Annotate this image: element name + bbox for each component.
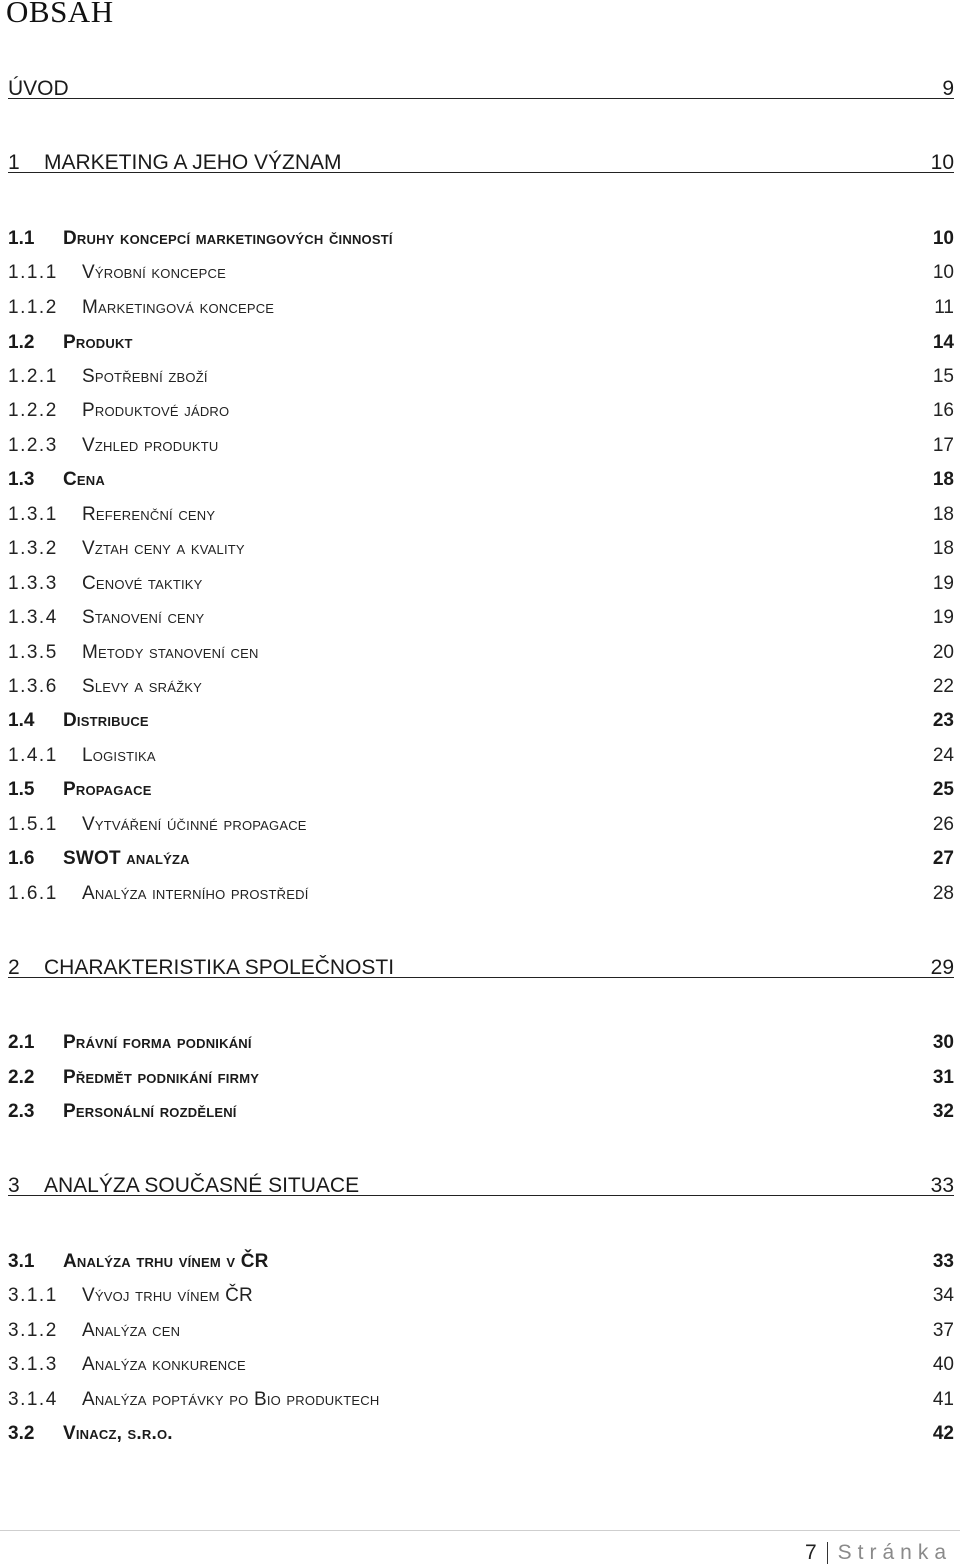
toc-entry-label: MARKETING A JEHO VÝZNAM — [44, 151, 342, 174]
toc-entry-page: 30 — [932, 1032, 954, 1053]
toc-subsection-entry[interactable] — [0, 810, 960, 840]
toc-entry-label: Distribuce — [63, 710, 149, 731]
toc-entry-number: 1.6 — [8, 848, 35, 869]
toc-section-entry[interactable] — [0, 775, 960, 805]
toc-entry-number: 3.1.3 — [8, 1354, 58, 1375]
toc-entry-label: Právní forma podnikání — [63, 1032, 252, 1053]
toc-entry-page: 37 — [932, 1320, 954, 1341]
page-title: OBSAH — [6, 0, 114, 29]
toc-entry-page: 32 — [932, 1101, 954, 1122]
toc-entry-page: 17 — [932, 435, 954, 456]
toc-entry-page: 41 — [932, 1389, 954, 1410]
toc-entry-page: 42 — [932, 1423, 954, 1444]
toc-entry-label: Výrobní koncepce — [82, 262, 226, 283]
toc-subsection-entry[interactable] — [0, 672, 960, 702]
toc-entry-label: ÚVOD — [8, 77, 69, 100]
toc-entry-number: 1.3.1 — [8, 504, 58, 525]
toc-entry-label: Personální rozdělení — [63, 1101, 237, 1122]
toc-entry-page: 10 — [932, 262, 954, 283]
toc-subsection-entry[interactable] — [0, 879, 960, 909]
toc-entry-label: Vývoj trhu vínem ČR — [82, 1285, 253, 1306]
toc-entry-number: 3.1 — [8, 1251, 35, 1272]
toc-entry-page: 14 — [932, 332, 954, 353]
toc-entry-number: 1.5.1 — [8, 814, 58, 835]
toc-chapter-entry[interactable] — [0, 148, 960, 178]
toc-entry-number: 1.1 — [8, 228, 35, 249]
toc-entry-number: 3 — [8, 1174, 20, 1197]
toc-subsection-entry[interactable] — [0, 1385, 960, 1415]
toc-entry-number: 1.3 — [8, 469, 35, 490]
toc-subsection-entry[interactable] — [0, 1350, 960, 1380]
toc-entry-label: Vzhled produktu — [82, 435, 219, 456]
toc-entry-label: Analýza poptávky po Bio produktech — [82, 1389, 380, 1410]
toc-entry-number: 1 — [8, 151, 20, 174]
toc-entry-page: 11 — [934, 297, 954, 318]
toc-entry-page: 18 — [932, 469, 954, 490]
footer-page-label: Stránka — [837, 1541, 952, 1564]
toc-entry-label: Vytváření účinné propagace — [82, 814, 307, 835]
toc-entry-number: 1.6.1 — [8, 883, 58, 904]
toc-entry-number: 1.2.3 — [8, 435, 58, 456]
toc-entry-number: 1.1.1 — [8, 262, 58, 283]
toc-section-entry[interactable] — [0, 1028, 960, 1058]
toc-entry-number: 1.4 — [8, 710, 35, 731]
toc-entry-page: 31 — [932, 1067, 954, 1088]
toc-entry-number: 2.1 — [8, 1032, 35, 1053]
toc-section-entry[interactable] — [0, 1419, 960, 1449]
toc-entry-number: 1.3.3 — [8, 573, 58, 594]
toc-entry-page: 34 — [932, 1285, 954, 1306]
toc-entry-page: 25 — [932, 779, 954, 800]
toc-entry-number: 3.2 — [8, 1423, 35, 1444]
toc-entry-page: 33 — [930, 1174, 954, 1197]
toc-entry-number: 2.3 — [8, 1101, 35, 1122]
toc-section-entry[interactable] — [0, 706, 960, 736]
toc-entry-page: 18 — [932, 504, 954, 525]
toc-chapter-rule — [8, 172, 954, 173]
toc-entry-number: 1.5 — [8, 779, 35, 800]
toc-entry-label: CHARAKTERISTIKA SPOLEČNOSTI — [44, 956, 395, 979]
toc-entry-label: SWOT analýza — [63, 848, 190, 869]
toc-entry-label: Metody stanovení cen — [82, 642, 259, 663]
toc-subsection-entry[interactable] — [0, 1281, 960, 1311]
toc-subsection-entry[interactable] — [0, 1316, 960, 1346]
toc-entry-label: Referenční ceny — [82, 504, 216, 525]
toc-entry-number: 1.2.2 — [8, 400, 58, 421]
toc-entry-label: Vztah ceny a kvality — [82, 538, 245, 559]
toc-entry-number: 3.1.4 — [8, 1389, 58, 1410]
toc-entry-label: Analýza cen — [82, 1320, 181, 1341]
toc-entry-label: ANALÝZA SOUČASNÉ SITUACE — [44, 1174, 360, 1197]
footer-divider — [0, 1530, 960, 1531]
toc-chapter-rule — [8, 977, 954, 978]
toc-section-entry[interactable] — [0, 844, 960, 874]
toc-entry-page: 19 — [932, 573, 954, 594]
toc-section-entry[interactable] — [0, 1097, 960, 1127]
toc-entry-label: Analýza konkurence — [82, 1354, 246, 1375]
toc-entry-number: 3.1.2 — [8, 1320, 58, 1341]
toc-subsection-entry[interactable] — [0, 431, 960, 461]
toc-entry-label: Produktové jádro — [82, 400, 230, 421]
footer-page-number: 7 — [804, 1541, 817, 1564]
toc-section-entry[interactable] — [0, 1247, 960, 1277]
toc-subsection-entry[interactable] — [0, 500, 960, 530]
toc-entry-label: Cenové taktiky — [82, 573, 203, 594]
toc-entry-number: 2 — [8, 956, 20, 979]
toc-entry-number: 1.3.2 — [8, 538, 58, 559]
toc-entry-number: 1.2 — [8, 332, 35, 353]
toc-entry-number: 3.1.1 — [8, 1285, 58, 1306]
toc-section-entry[interactable] — [0, 328, 960, 358]
toc-chapter-rule — [8, 1195, 954, 1196]
toc-entry-page: 28 — [932, 883, 954, 904]
toc-entry-page: 15 — [932, 366, 954, 387]
toc-entry-page: 26 — [932, 814, 954, 835]
toc-entry-number: 2.2 — [8, 1067, 35, 1088]
toc-entry-page: 18 — [932, 538, 954, 559]
toc-entry-page: 9 — [942, 77, 954, 100]
toc-entry-label: Slevy a srážky — [82, 676, 202, 697]
toc-subsection-entry[interactable] — [0, 741, 960, 771]
toc-entry-label: Marketingová koncepce — [82, 297, 275, 318]
toc-entry-page: 10 — [930, 151, 954, 174]
toc-entry-label: Cena — [63, 469, 105, 490]
toc-entry-label: Analýza interního prostředí — [82, 883, 309, 904]
toc-entry-label: Logistika — [82, 745, 156, 766]
toc-entry-label: Propagace — [63, 779, 152, 800]
toc-subsection-entry[interactable] — [0, 396, 960, 426]
toc-entry-page: 40 — [932, 1354, 954, 1375]
toc-subsection-entry[interactable] — [0, 603, 960, 633]
toc-entry-page: 27 — [932, 848, 954, 869]
toc-entry-label: Spotřební zboží — [82, 366, 208, 387]
toc-section-entry[interactable] — [0, 224, 960, 254]
toc-entry-label: Analýza trhu vínem v ČR — [63, 1251, 269, 1272]
toc-section-entry[interactable] — [0, 465, 960, 495]
toc-entry-page: 22 — [932, 676, 954, 697]
toc-entry-page: 29 — [930, 956, 954, 979]
page-footer — [805, 1540, 952, 1566]
toc-subsection-entry[interactable] — [0, 569, 960, 599]
toc-chapter-entry[interactable] — [0, 74, 960, 104]
toc-subsection-entry[interactable] — [0, 534, 960, 564]
toc-entry-page: 10 — [932, 228, 954, 249]
toc-chapter-entry[interactable] — [0, 1171, 960, 1201]
toc-entry-number: 1.4.1 — [8, 745, 58, 766]
toc-entry-page: 19 — [932, 607, 954, 628]
toc-entry-page: 16 — [932, 400, 954, 421]
toc-entry-number: 1.2.1 — [8, 366, 58, 387]
toc-subsection-entry[interactable] — [0, 638, 960, 668]
toc-chapter-rule — [8, 98, 954, 99]
toc-entry-number: 1.3.5 — [8, 642, 58, 663]
toc-entry-label: Produkt — [63, 332, 133, 353]
toc-section-entry[interactable] — [0, 1063, 960, 1093]
toc-entry-page: 20 — [932, 642, 954, 663]
toc-subsection-entry[interactable] — [0, 362, 960, 392]
toc-entry-number: 1.1.2 — [8, 297, 58, 318]
footer-separator — [827, 1542, 828, 1564]
toc-entry-label: Vinacz, s.r.o. — [63, 1423, 173, 1444]
toc-entry-number: 1.3.6 — [8, 676, 58, 697]
toc-entry-page: 33 — [932, 1251, 954, 1272]
toc-entry-label: Předmět podnikání firmy — [63, 1067, 260, 1088]
toc-subsection-entry[interactable] — [0, 258, 960, 288]
toc-chapter-entry[interactable] — [0, 953, 960, 983]
toc-entry-label: Stanovení ceny — [82, 607, 205, 628]
toc-subsection-entry[interactable] — [0, 293, 960, 323]
toc-entry-page: 24 — [932, 745, 954, 766]
toc-entry-page: 23 — [932, 710, 954, 731]
toc-entry-label: Druhy koncepcí marketingových činností — [63, 228, 393, 249]
toc-entry-number: 1.3.4 — [8, 607, 58, 628]
